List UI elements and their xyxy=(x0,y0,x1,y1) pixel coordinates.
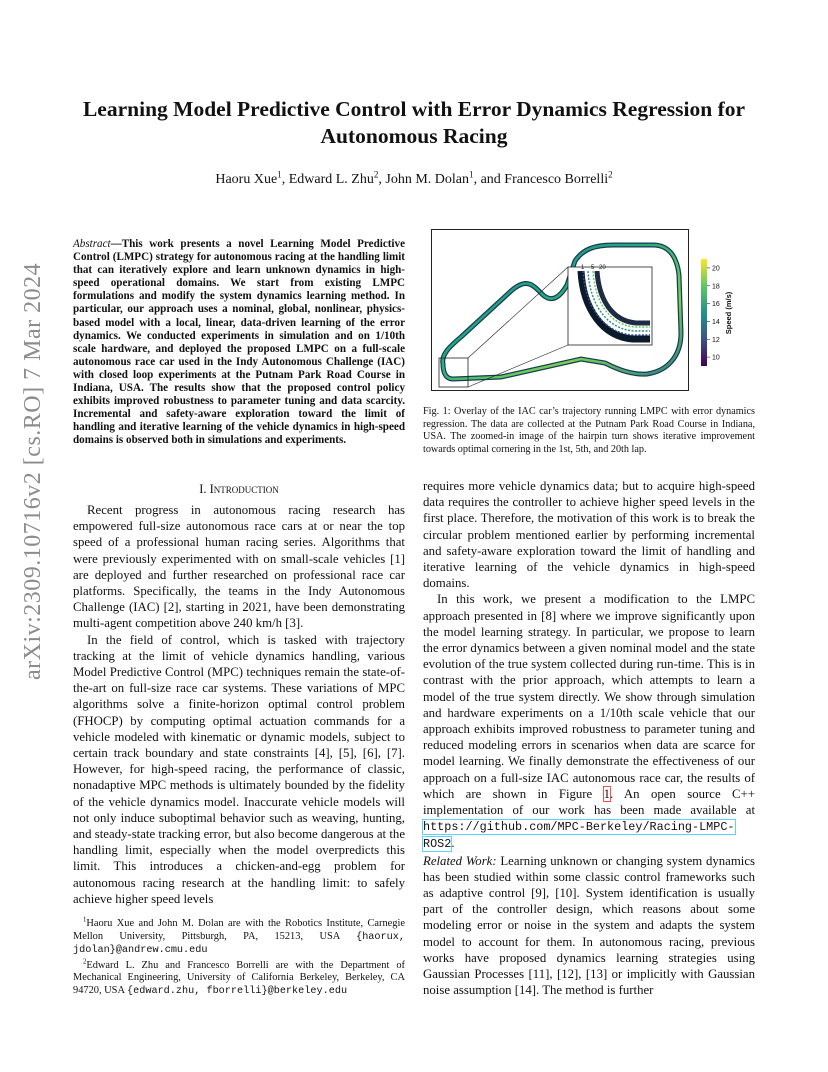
colorbar-tick-label: 16 xyxy=(712,301,720,309)
paragraph: In the field of control, which is tasked with trajectory tracking at the limit of vehicle dynamics handling, various Model Predictive Control (MPC) techniques remain the state-of-the-art on full-size race car systems. These variations of MPC algorithms solve a finite-horizon optimal control problem (FHOCP) by computing optimal actuation commands for a vehicle modeled with kinematic or dynamic models, subject to certain track boundary and state constraints [4], [5], [6], [7]. However, for high-speed racing, the performance of classic, nonadaptive MPC methods is ultimately bounded by the fidelity of the vehicle dynamics model. Inaccurate vehicle models will not only induce suboptimal behavior such as weaving, hunting, and steady-state tracking error, but also become dangerous at the handling limit, especially when the model overpredicts this limit. This introduces a chicken-and-egg problem for autonomous racing research at the handling limit: to safely achieve higher speed levels xyxy=(73,632,405,906)
inset-lap-label: 5 xyxy=(591,265,595,271)
colorbar-ticks xyxy=(707,265,720,361)
paragraph: Recent progress in autonomous racing research has empowered full-size autonomous race cars at or near the top speed of a professional human racing series. Algorithms that were previously experimented with on small-scale vehicles [1] are deployed and further researched on professional race car platforms. Specifically, the teams in the Indy Autonomous Challenge (IAC) [2], starting in 2021, have been demonstrating multi-agent competition above 240 km/h [3]. xyxy=(73,503,405,631)
colorbar-tick-label: 18 xyxy=(712,283,720,291)
section-heading-introduction: I. Introduction xyxy=(199,482,279,496)
colorbar-label: Speed (m/s) xyxy=(724,291,733,335)
paper-title: Learning Model Predictive Control with Error Dynamics Regression for Autonomous Racing xyxy=(82,97,746,148)
inset-lap-label: 20 xyxy=(599,265,606,271)
github-url-link[interactable]: https://github.com/MPC-Berkeley/Racing-LMPC-ROS2 xyxy=(423,820,735,852)
figure-reference-link[interactable]: 1 xyxy=(603,786,611,801)
paragraph: requires more vehicle dynamics data; but to acquire high-speed data requires the controller to achieve higher speed levels in the first place. Therefore, the motivation of this work is to break the circular problem mentioned earlier by performing incremental and safety-aware exploration toward the limit of handling and iterative learning of the vehicle dynamics in high-speed domains. xyxy=(423,479,755,591)
abstract-dash: — xyxy=(110,238,122,250)
author: Edward L. Zhu$^2$, xyxy=(288,169,386,187)
footnotes xyxy=(73,918,405,1001)
related-work-label: Related Work: xyxy=(423,853,497,868)
paragraph-related-work: Related Work: Learning unknown or changing system dynamics has been studied within some classic control frameworks such as adaptive control [9], [10]. System identification is usually part of the controller design, which reasons about some modeling error or noise in the system and adapts the system model to account for them. In autonomous racing, previous works have proposed dynamics learning strategies using Gaussian Processes [11], [12], [13] or implicitly with Gaussian noise assumption [14]. The method is further xyxy=(423,853,755,998)
figure-1-caption: Fig. 1: Overlay of the IAC car’s trajectory running LMPC with error dynamics regression. The data are collected at the Putnam Park Road Course in Indiana, USA. The zoomed-in image of the hairpin turn shows iterative improvement towards optimal cornering in the 1st, 5th, and 20th lap. xyxy=(423,406,755,455)
colorbar-tick-label: 14 xyxy=(712,318,720,326)
inset-lap-label: 1 xyxy=(581,265,585,271)
paragraph: In this work, we present a modification to the LMPC approach presented in [8] where we improve significantly upon the model learning strategy. In particular, we propose to learn the error dynamics between a given nominal model and the state evolution of the true system collected during run-time. This is in contrast with the prior approach, which attempts to learn a model of the true system directly. We show through simulation and hardware experiments on a 1/10th scale vehicle that our approach exhibits improved robustness to parameter tuning and reduced modeling errors in scenarios when data are scarce for model learning. We finally demonstrate the effectiveness of our approach on a full-size IAC autonomous race car, the results of which are shown in Figure 1. An open source C++ implementation of our work has been made available at https://github.com/MPC-Berkeley/Racing-LMPC-ROS2. xyxy=(423,592,755,852)
email-address[interactable]: {haorux, jdolan}@andrew.cmu.edu xyxy=(73,931,405,957)
abstract-label: Abstract xyxy=(73,238,111,250)
footnote-2: $^2$Edward L. Zhu and Francesco Borrelli are with the Department of Mechanical Engineering, University of California Berkeley, Berkeley, CA 94720, USA {edward.zhu, fborrelli}@berkeley.edu xyxy=(73,958,405,997)
figure-1-track-plot xyxy=(431,229,755,391)
introduction-text xyxy=(73,502,405,907)
author: Haoru Xue$^1$, xyxy=(215,169,289,187)
arxiv-identifier[interactable]: arXiv:2309.10716v2 [cs.RO] 7 Mar 2024 xyxy=(20,262,46,680)
colorbar-tick-label: 12 xyxy=(712,336,720,344)
colorbar-tick-label: 20 xyxy=(712,265,720,273)
author: Francesco Borrelli$^2$ xyxy=(504,169,613,187)
abstract xyxy=(73,238,405,448)
email-address[interactable]: {edward.zhu, fborrelli}@berkeley.edu xyxy=(126,985,348,997)
right-column-text xyxy=(423,478,755,999)
footnote-1: $^1$Haoru Xue and John M. Dolan are with the Robotics Institute, Carnegie Mellon University, Pittsburgh, PA, 15213, USA {haorux, jdolan}@andrew.cmu.edu xyxy=(73,916,405,957)
colorbar-tick-label: 10 xyxy=(712,354,720,362)
abstract-text: This work presents a novel Learning Model Predictive Control (LMPC) strategy for autonomous racing at the handling limit that can iteratively explore and learn unknown dynamics in high-speed operational domains. We start from existing LMPC formulations and modify the system dynamics learning method. In particular, our approach uses a nominal, global, nonlinear, physics-based model with a local, linear, data-driven learning of the error dynamics. We conducted experiments in simulation and on 1/10th scale hardware, and deployed the proposed LMPC on a full-scale autonomous race car used in the Indy Autonomous Challenge (IAC) with closed loop experiments at the Putnam Park Road Course in Indiana, USA. The results show that the proposed control policy exhibits improved robustness to parameter tuning and data scarcity. Incremental and safety-aware exploration toward the limit of handling and iterative learning of the vehicle dynamics in high-speed domains is observed both in simulations and experiments. xyxy=(73,238,405,447)
author-list xyxy=(60,169,768,188)
colorbar xyxy=(701,259,707,366)
author: John M. Dolan$^1$, and xyxy=(385,169,505,187)
